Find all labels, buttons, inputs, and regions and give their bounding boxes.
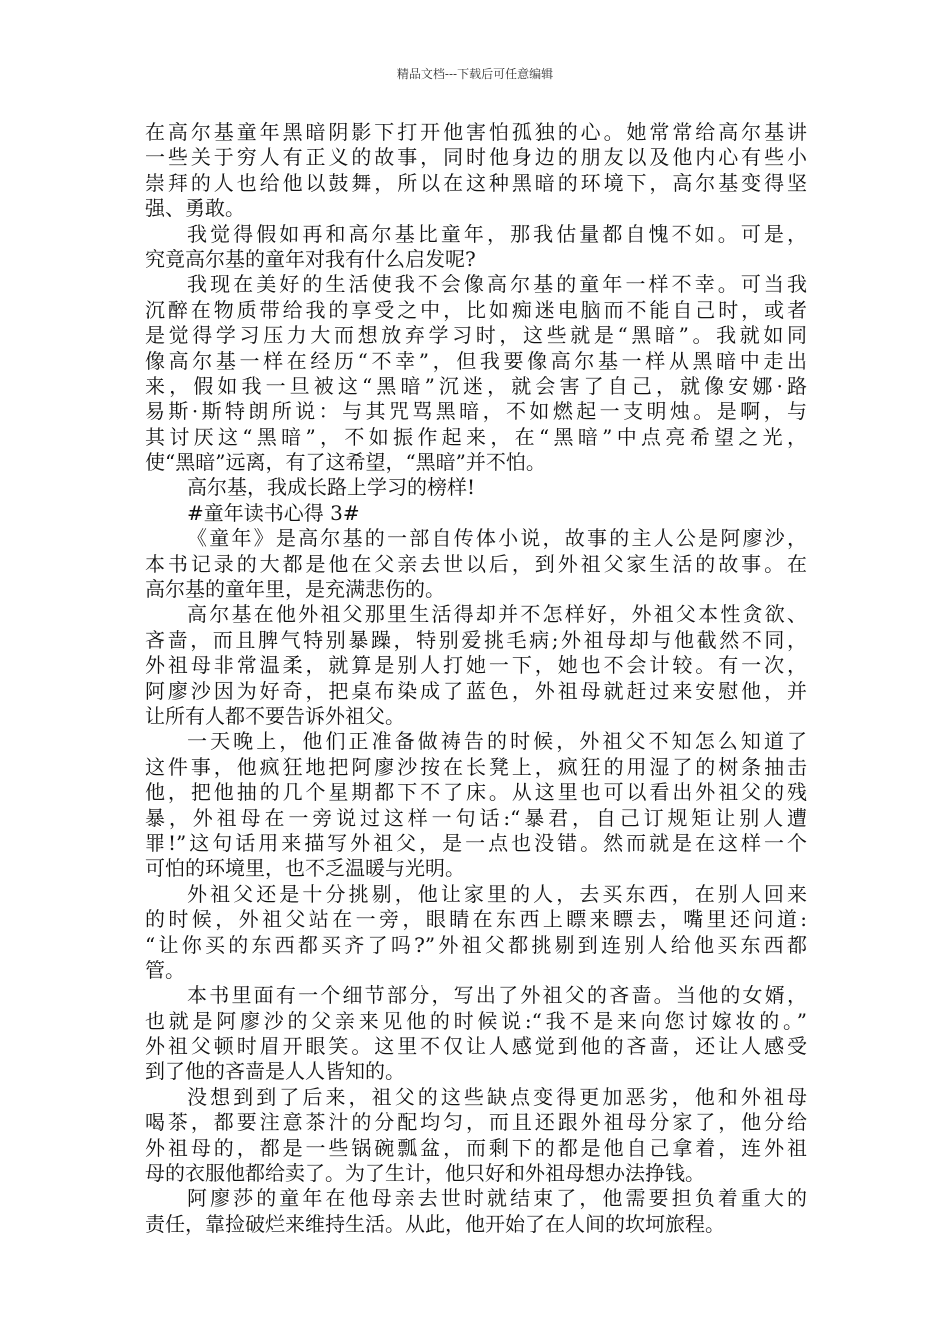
text-line: 也就是阿廖沙的父亲来见他的时候说:“我不是来向您讨嫁妆的。”: [145, 1008, 807, 1033]
paragraph-first-line: 没想到到了后来，祖父的这些缺点变得更加恶劣，他和外祖母: [187, 1084, 807, 1109]
text-line: 吝啬，而且脾气特别暴躁，特别爱挑毛病;外祖母却与他截然不同，: [145, 627, 807, 652]
paragraph-first-line: 高尔基在他外祖父那里生活得却并不怎样好，外祖父本性贪欲、: [187, 602, 807, 627]
text-line: 强、勇敢。: [145, 196, 245, 221]
text-line: 母的衣服他都给卖了。为了生计，他只好和外祖母想办法挣钱。: [145, 1161, 705, 1186]
text-line: “让你买的东西都买齐了吗?”外祖父都挑剔到连别人给他买东西都: [145, 932, 807, 957]
text-line: 外祖母的，都是一些锅碗瓢盆，而剩下的都是他自己拿着，连外祖: [145, 1135, 807, 1160]
text-line: 责任，靠捡破烂来维持生活。从此，他开始了在人间的坎坷旅程。: [145, 1211, 725, 1236]
page-header: 精品文档---下载后可任意编辑: [396, 67, 554, 81]
text-line: 其讨厌这“黑暗”，不如振作起来，在“黑暗”中点亮希望之光，: [145, 424, 807, 449]
text-line: 一些关于穷人有正义的故事，同时他身边的朋友以及他内心有些小: [145, 145, 807, 170]
text-line: 这件事，他疯狂地把阿廖沙按在长凳上，疯狂的用湿了的树条抽击: [145, 754, 807, 779]
text-line: 外祖父顿时眉开眼笑。这里不仅让人感觉到他的吝啬，还让人感受: [145, 1034, 807, 1059]
paragraph-first-line: 高尔基，我成长路上学习的榜样!: [187, 475, 476, 500]
paragraph-first-line: 《童年》是高尔基的一部自传体小说，故事的主人公是阿廖沙，: [187, 526, 807, 551]
paragraph-first-line: 阿廖莎的童年在他母亲去世时就结束了，他需要担负着重大的: [187, 1186, 807, 1211]
text-line: 究竟高尔基的童年对我有什么启发呢?: [145, 246, 476, 271]
paragraph-first-line: 我现在美好的生活使我不会像高尔基的童年一样不幸。可当我: [187, 272, 807, 297]
paragraph-first-line: 我觉得假如再和高尔基比童年，那我估量都自愧不如。可是，: [187, 221, 807, 246]
text-line: 在高尔基童年黑暗阴影下打开他害怕孤独的心。她常常给高尔基讲: [145, 120, 807, 144]
text-line: 使“黑暗”远离，有了这希望，“黑暗”并不怕。: [145, 450, 546, 475]
text-line: 喝茶，都要注意茶汁的分配均匀，而且还跟外祖母分家了，他分给: [145, 1110, 807, 1135]
text-line: 沉醉在物质带给我的享受之中，比如痴迷电脑而不能自己时，或者: [145, 297, 807, 322]
text-line: 易斯·斯特朗所说：与其咒骂黑暗，不如燃起一支明烛。是啊，与: [145, 399, 807, 424]
text-line: 可怕的环境里，也不乏温暖与光明。: [145, 856, 465, 881]
text-line: 外祖母非常温柔，就算是别人打她一下，她也不会计较。有一次，: [145, 653, 807, 678]
section-heading: #童年读书心得 3#: [187, 500, 360, 525]
paragraph-first-line: 外祖父还是十分挑剔，他让家里的人，去买东西，在别人回来: [187, 881, 807, 906]
text-line: 本书记录的大都是他在父亲去世以后，到外祖父家生活的故事。在: [145, 551, 807, 576]
text-line: 罪!”这句话用来描写外祖父，是一点也没错。然而就是在这样一个: [145, 830, 807, 855]
text-line: 管。: [145, 957, 185, 982]
text-line: 的时候，外祖父站在一旁，眼睛在东西上瞟来瞟去，嘴里还问道:: [145, 907, 807, 932]
text-line: 他，把他抽的几个星期都下不了床。从这里也可以看出外祖父的残: [145, 780, 807, 805]
text-line: 阿廖沙因为好奇，把桌布染成了蓝色，外祖母就赶过来安慰他，并: [145, 678, 807, 703]
text-line: 崇拜的人也给他以鼓舞，所以在这种黑暗的环境下，高尔基变得坚: [145, 170, 807, 195]
text-line: 让所有人都不要告诉外祖父。: [145, 703, 405, 728]
text-line: 暴，外祖母在一旁说过这样一句话:“暴君，自己订规矩让别人遭: [145, 805, 807, 830]
text-line: 到了他的吝啬是人人皆知的。: [145, 1059, 405, 1084]
document-body: [145, 120, 807, 1237]
paragraph-first-line: 本书里面有一个细节部分，写出了外祖父的吝啬。当他的女婿，: [187, 983, 807, 1008]
text-line: 来，假如我一旦被这“黑暗”沉迷，就会害了自己，就像安娜·路: [145, 373, 807, 398]
paragraph-first-line: 一天晚上，他们正准备做祷告的时候，外祖父不知怎么知道了: [187, 729, 807, 754]
text-line: 高尔基的童年里，是充满悲伤的。: [145, 577, 445, 602]
text-line: 是觉得学习压力大而想放弃学习时，这些就是“黑暗”。我就如同: [145, 323, 807, 348]
text-line: 像高尔基一样在经历“不幸”，但我要像高尔基一样从黑暗中走出: [145, 348, 807, 373]
